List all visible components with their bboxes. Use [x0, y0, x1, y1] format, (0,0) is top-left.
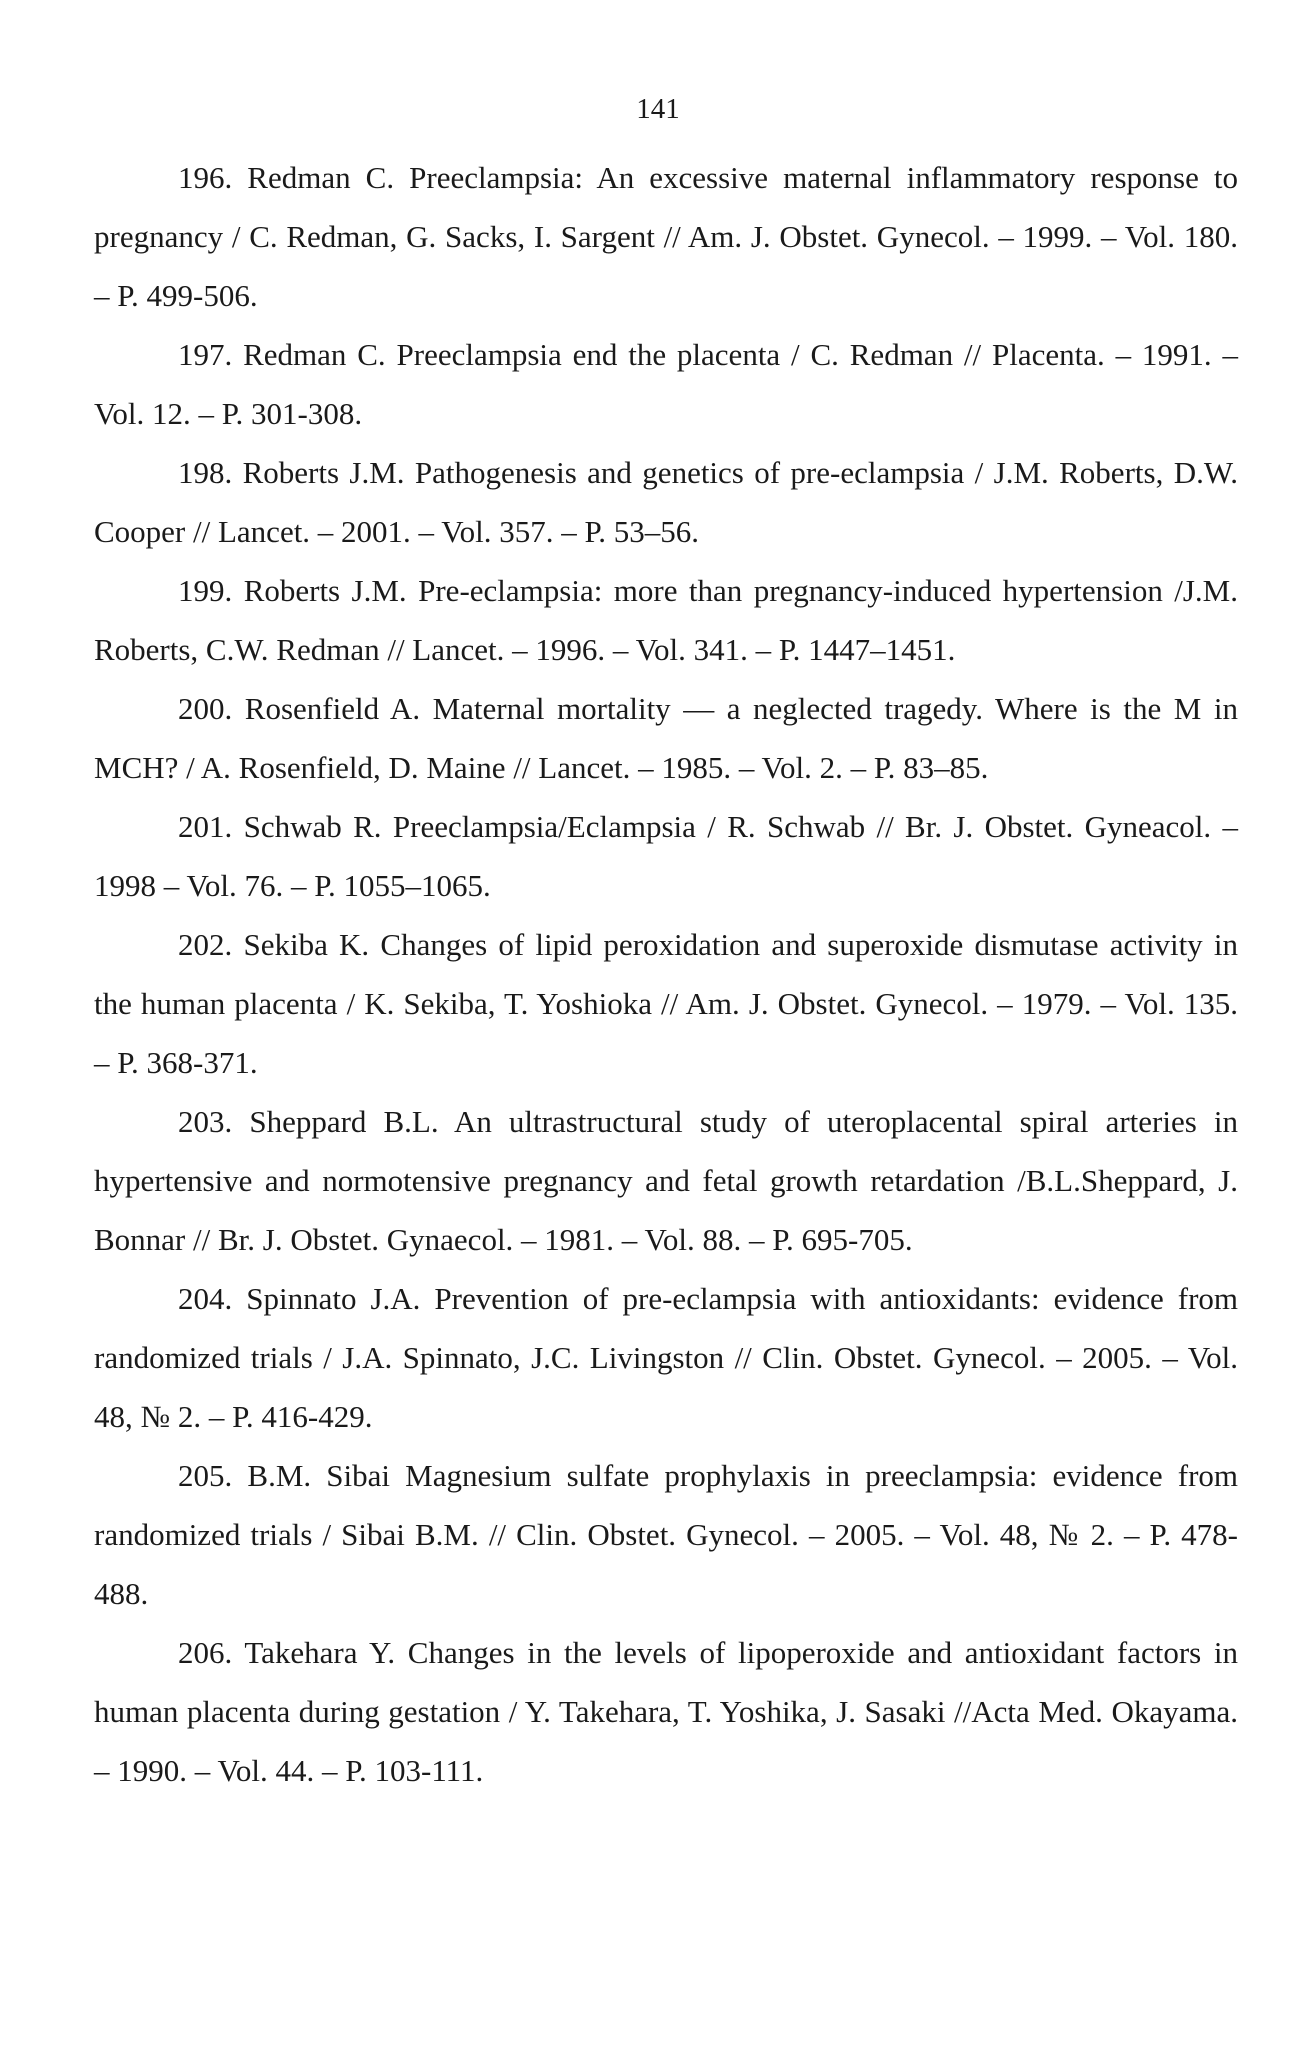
reference-item	[94, 148, 1238, 325]
reference-text: Roberts J.M. Pathogenesis and genetics of pre-eclampsia / J.M. Roberts, D.W. Cooper // Lancet. – 2001. – Vol. 357. – P. 53–56.	[94, 455, 1238, 549]
reference-index: 204.	[178, 1281, 233, 1316]
reference-index: 197.	[178, 337, 233, 372]
reference-text: Redman C. Preeclampsia end the placenta / C. Redman // Placenta. – 1991. – Vol. 12. – P. 301-308.	[94, 337, 1239, 431]
reference-item	[94, 679, 1238, 797]
reference-text: Redman C. Preeclampsia: An excessive maternal inflammatory response to pregnancy / C. Redman, G. Sacks, I. Sargent // Am. J. Obstet. Gynecol. – 1999. – Vol. 180. – P. 499-506.	[94, 160, 1238, 313]
reference-index: 205.	[178, 1458, 233, 1493]
reference-index: 196.	[178, 160, 233, 195]
reference-text: Rosenfield A. Maternal mortality — a neglected tragedy. Where is the M in MCH? / A. Rosenfield, D. Maine // Lancet. – 1985. – Vol. 2. – P. 83–85.	[94, 691, 1238, 785]
reference-text: Spinnato J.A. Prevention of pre-eclampsia with antioxidants: evidence from randomized trials / J.A. Spinnato, J.C. Livingston // Clin. Obstet. Gynecol. – 2005. – Vol. 48, № 2. – P. 416-429.	[94, 1281, 1239, 1434]
reference-item	[94, 1623, 1238, 1800]
page-number: 141	[636, 93, 680, 125]
reference-text: B.M. Sibai Magnesium sulfate prophylaxis in preeclampsia: evidence from randomized trials / Sibai B.M. // Clin. Obstet. Gynecol. – 2005. – Vol. 48, № 2. – P. 478-488.	[94, 1458, 1239, 1611]
reference-text: Schwab R. Preeclampsia/Eclampsia / R. Schwab // Br. J. Obstet. Gyneacol. – 1998 – Vol. 76. – P. 1055–1065.	[94, 809, 1239, 903]
reference-text: Takehara Y. Changes in the levels of lipoperoxide and antioxidant factors in human placenta during gestation / Y. Takehara, T. Yoshika, J. Sasaki //Acta Med. Okayama. – 1990. – Vol. 44. – P. 103-111.	[94, 1635, 1238, 1788]
reference-item	[94, 1092, 1238, 1269]
reference-item	[94, 915, 1238, 1092]
reference-index: 201.	[178, 809, 233, 844]
reference-index: 206.	[178, 1635, 233, 1670]
reference-index: 199.	[178, 573, 233, 608]
reference-index: 198.	[178, 455, 233, 490]
reference-item	[94, 561, 1238, 679]
reference-item	[94, 1269, 1238, 1446]
reference-item	[94, 797, 1238, 915]
reference-text: Roberts J.M. Pre-eclampsia: more than pregnancy-induced hypertension /J.M. Roberts, C.W. Redman // Lancet. – 1996. – Vol. 341. – P. 1447–1451.	[94, 573, 1238, 667]
reference-index: 202.	[178, 927, 233, 962]
reference-list	[94, 148, 1238, 1800]
reference-text: Sekiba K. Changes of lipid peroxidation and superoxide dismutase activity in the human placenta / K. Sekiba, T. Yoshioka // Am. J. Obstet. Gynecol. – 1979. – Vol. 135. – P. 368-371.	[94, 927, 1238, 1080]
reference-item	[94, 443, 1238, 561]
reference-item	[94, 1446, 1238, 1623]
reference-item	[94, 325, 1238, 443]
reference-index: 203.	[178, 1104, 233, 1139]
reference-text: Sheppard B.L. An ultrastructural study of uteroplacental spiral arteries in hypertensive and normotensive pregnancy and fetal growth retardation /B.L.Sheppard, J. Bonnar // Br. J. Obstet. Gynaecol. – 1981. – Vol. 88. – P. 695-705.	[94, 1104, 1238, 1257]
reference-index: 200.	[178, 691, 233, 726]
